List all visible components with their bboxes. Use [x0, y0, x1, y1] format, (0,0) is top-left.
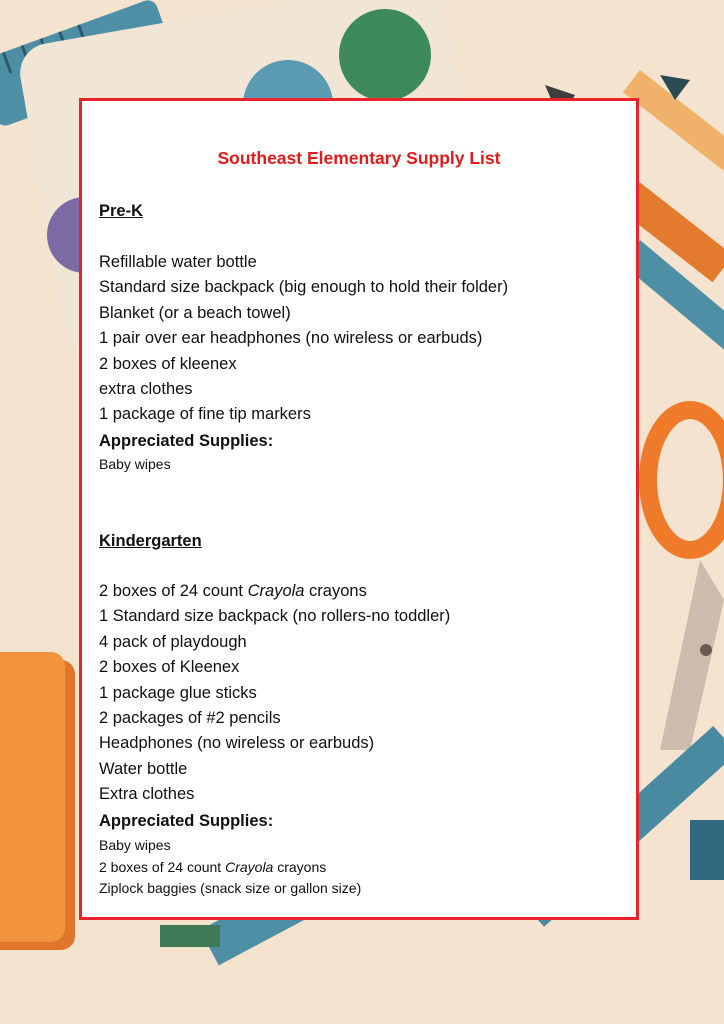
list-item: Ziplock baggies (snack size or gallon size) — [99, 880, 362, 896]
section-heading-prek: Pre-K — [99, 202, 144, 220]
list-item: Baby wipes — [99, 456, 171, 472]
list-item: Water bottle — [99, 759, 188, 778]
kindergarten-appreciated-label: Appreciated Supplies: — [99, 812, 274, 830]
list-item: 1 Standard size backpack (no rollers-no toddler) — [99, 607, 451, 626]
supply-list-card — [79, 98, 639, 920]
prek-appreciated-label: Appreciated Supplies: — [99, 432, 274, 450]
kindergarten-supply-list — [99, 579, 450, 808]
list-item: 4 pack of playdough — [99, 632, 247, 651]
list-item: 2 boxes of 24 count Crayola crayons — [99, 858, 327, 875]
list-item: 2 boxes of 24 count Crayola crayons — [99, 582, 367, 600]
scissors-illustration — [648, 410, 724, 750]
brand-name: Crayola — [225, 858, 274, 875]
list-item: Baby wipes — [99, 837, 171, 853]
list-item: 1 pair over ear headphones (no wireless or earbuds) — [99, 329, 483, 348]
prek-appreciated-list — [99, 454, 171, 476]
section-heading-kindergarten: Kindergarten — [99, 532, 202, 550]
kindergarten-appreciated-list — [99, 835, 361, 900]
list-item: Standard size backpack (big enough to hold their folder) — [99, 278, 509, 297]
list-item: extra clothes — [99, 380, 193, 399]
list-item: Extra clothes — [99, 785, 195, 804]
list-item: Blanket (or a beach towel) — [99, 303, 291, 322]
brand-name: Crayola — [247, 582, 305, 600]
list-item: Headphones (no wireless or earbuds) — [99, 734, 375, 753]
list-item: 1 package glue sticks — [99, 683, 257, 702]
prek-supply-list — [99, 250, 508, 428]
notebook-illustration — [0, 652, 75, 950]
page-title: Southeast Elementary Supply List — [217, 148, 501, 168]
list-item: 2 boxes of Kleenex — [99, 658, 240, 677]
list-item: Refillable water bottle — [99, 253, 257, 271]
list-item: 2 boxes of kleenex — [99, 354, 237, 373]
list-item: 2 packages of #2 pencils — [99, 709, 281, 728]
list-item: 1 package of fine tip markers — [99, 405, 311, 424]
